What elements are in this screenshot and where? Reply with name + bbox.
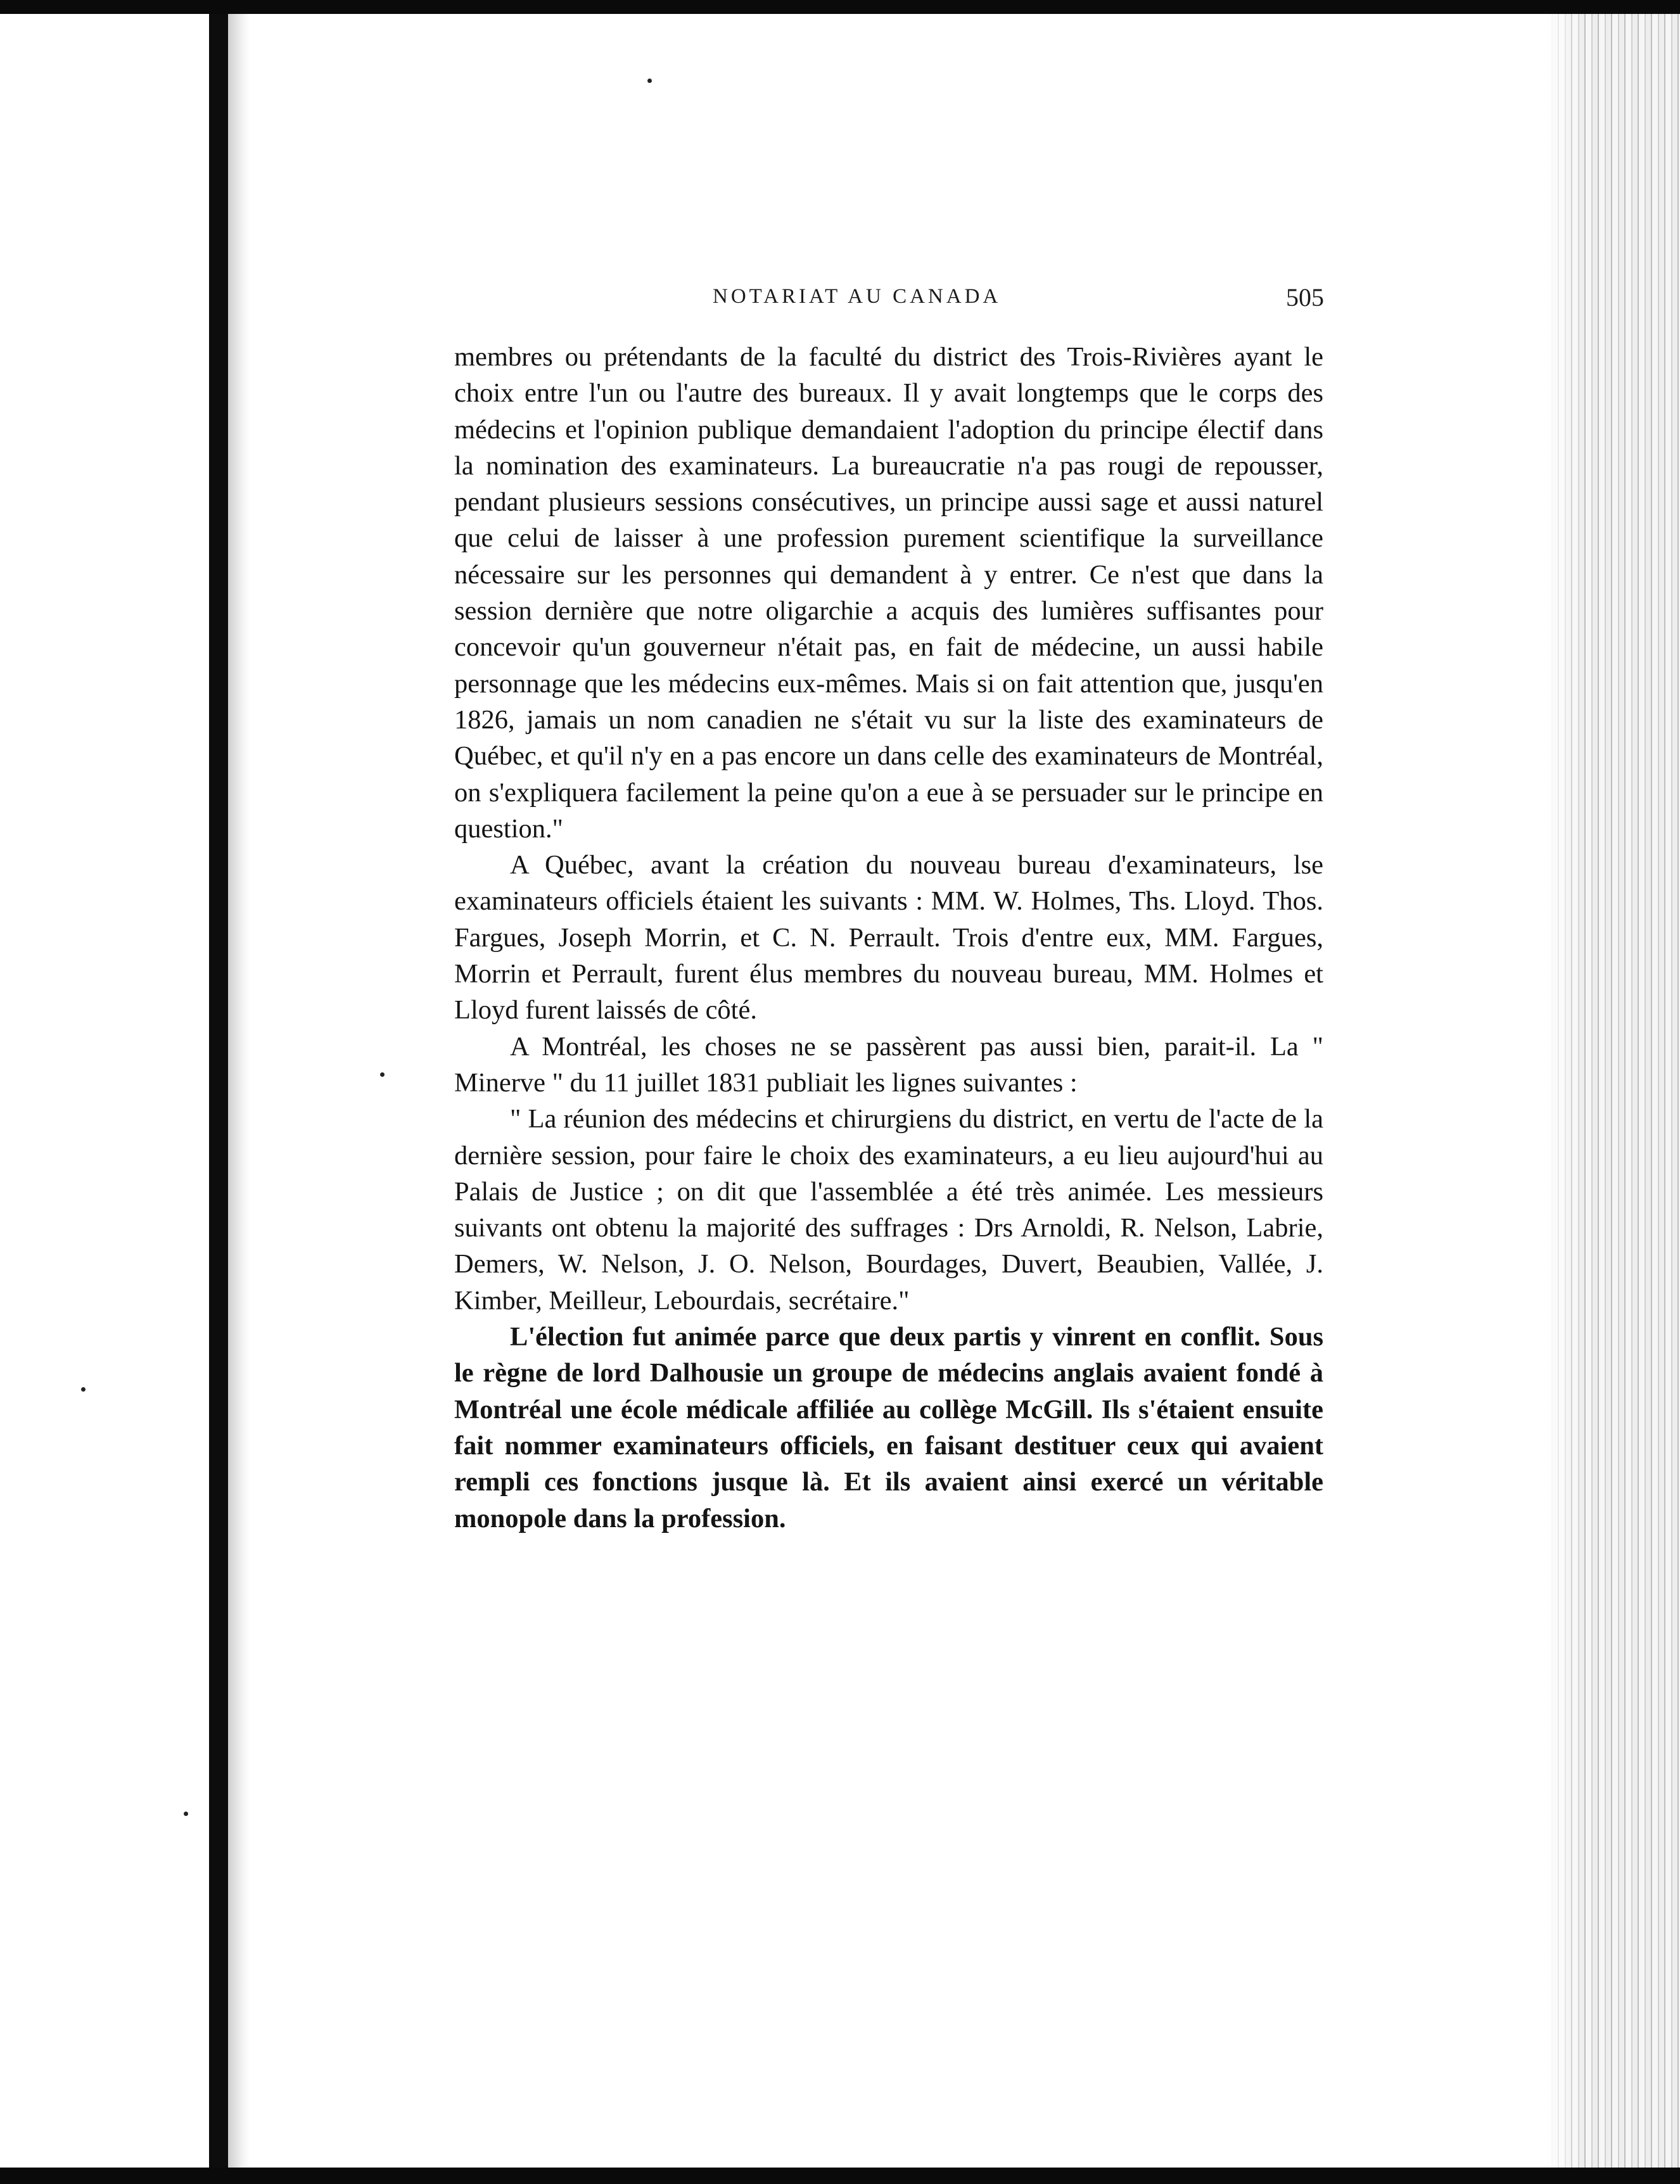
paragraph-montreal: A Montréal, les choses ne se passèrent pas aussi bien, parait-il. La " Minerve " du 11 juillet 1831 publiait les lignes suivantes : bbox=[454, 1031, 1323, 1098]
gutter-shadow bbox=[228, 14, 250, 2168]
paragraph-election: L'élection fut animée parce que deux partis y vinrent en conflit. Sous le règne de lord Dalhousie un groupe de médecins anglais avaient fondé à Montréal une école médicale affiliée au collège McGill. Ils s'étaient ensuite fait nommer examinateurs officiels, en faisant destituer ceux qui avaient rempli ces fonctions jusque là. Et ils avaient ainsi exercé un véritable monopole dans la profession. bbox=[454, 1322, 1323, 1533]
dust-speck bbox=[184, 1812, 188, 1816]
page-edges-fade bbox=[1546, 14, 1584, 2168]
book-spine-shadow bbox=[209, 14, 228, 2168]
dust-speck bbox=[647, 79, 652, 83]
paragraph-minerve-quote: " La réunion des médecins et chirurgiens du district, en vertu de l'acte de la dernière session, pour faire le choix des examinateurs, a eu lieu aujourd'hui au Palais de Justice ; on dit que l'assemblée a été très animée. Les messieurs suivants ont obtenu la majorité des suffrages : Drs Arnoldi, R. Nelson, Labrie, Demers, W. Nelson, J. O. Nelson, Bourdages, Duvert, Beaubien, Vallée, J. Kimber, Meilleur, Lebourdais, secrétaire." bbox=[454, 1104, 1323, 1316]
scan-bottom-border bbox=[0, 2168, 1680, 2184]
facing-page-margin bbox=[0, 14, 209, 2168]
dust-speck bbox=[380, 1072, 385, 1077]
running-head: NOTARIAT AU CANADA bbox=[713, 285, 1002, 308]
paragraph-quebec: A Québec, avant la création du nouveau bureau d'examinateurs, lse examinateurs officiels étaient les suivants : MM. W. Holmes, Ths. Lloyd. Thos. Fargues, Joseph Morrin, et C. N. Perrault. Trois d'entre eux, MM. Fargues, Morrin et Perrault, furent élus membres du nouveau bureau, MM. Holmes et Lloyd furent laissés de côté. bbox=[454, 850, 1323, 1025]
page-number: 505 bbox=[1286, 283, 1324, 312]
body-text bbox=[454, 339, 1323, 1537]
paragraph-continuation: membres ou prétendants de la faculté du district des Trois-Rivières ayant le choix entre l'un ou l'autre des bureaux. Il y avait longtemps que le corps des médecins et l'opinion publique demandaient l'adoption du principe électif dans la nomination des examinateurs. La bureaucratie n'a pas rougi de repousser, pendant plusieurs sessions consécutives, un principe aussi sage et aussi naturel que celui de laisser à une profession purement scientifique la surveillance nécessaire sur les personnes qui demandent à y entrer. Ce n'est que dans la session dernière que notre oligarchie a acquis des lumières suffisantes pour concevoir qu'un gouverneur n'était pas, en fait de médecine, un aussi habile personnage que les médecins eux-mêmes. Mais si on fait attention que, jusqu'en 1826, jamais un nom canadien ne s'était vu sur la liste des examinateurs de Québec, et qu'il n'y en a pas encore un dans celle des examinateurs de Montréal, on s'expliquera facilement la peine qu'on a eue à se persuader sur le principe en question." bbox=[454, 342, 1323, 844]
dust-speck bbox=[81, 1387, 86, 1392]
scan-top-border bbox=[0, 0, 1680, 14]
